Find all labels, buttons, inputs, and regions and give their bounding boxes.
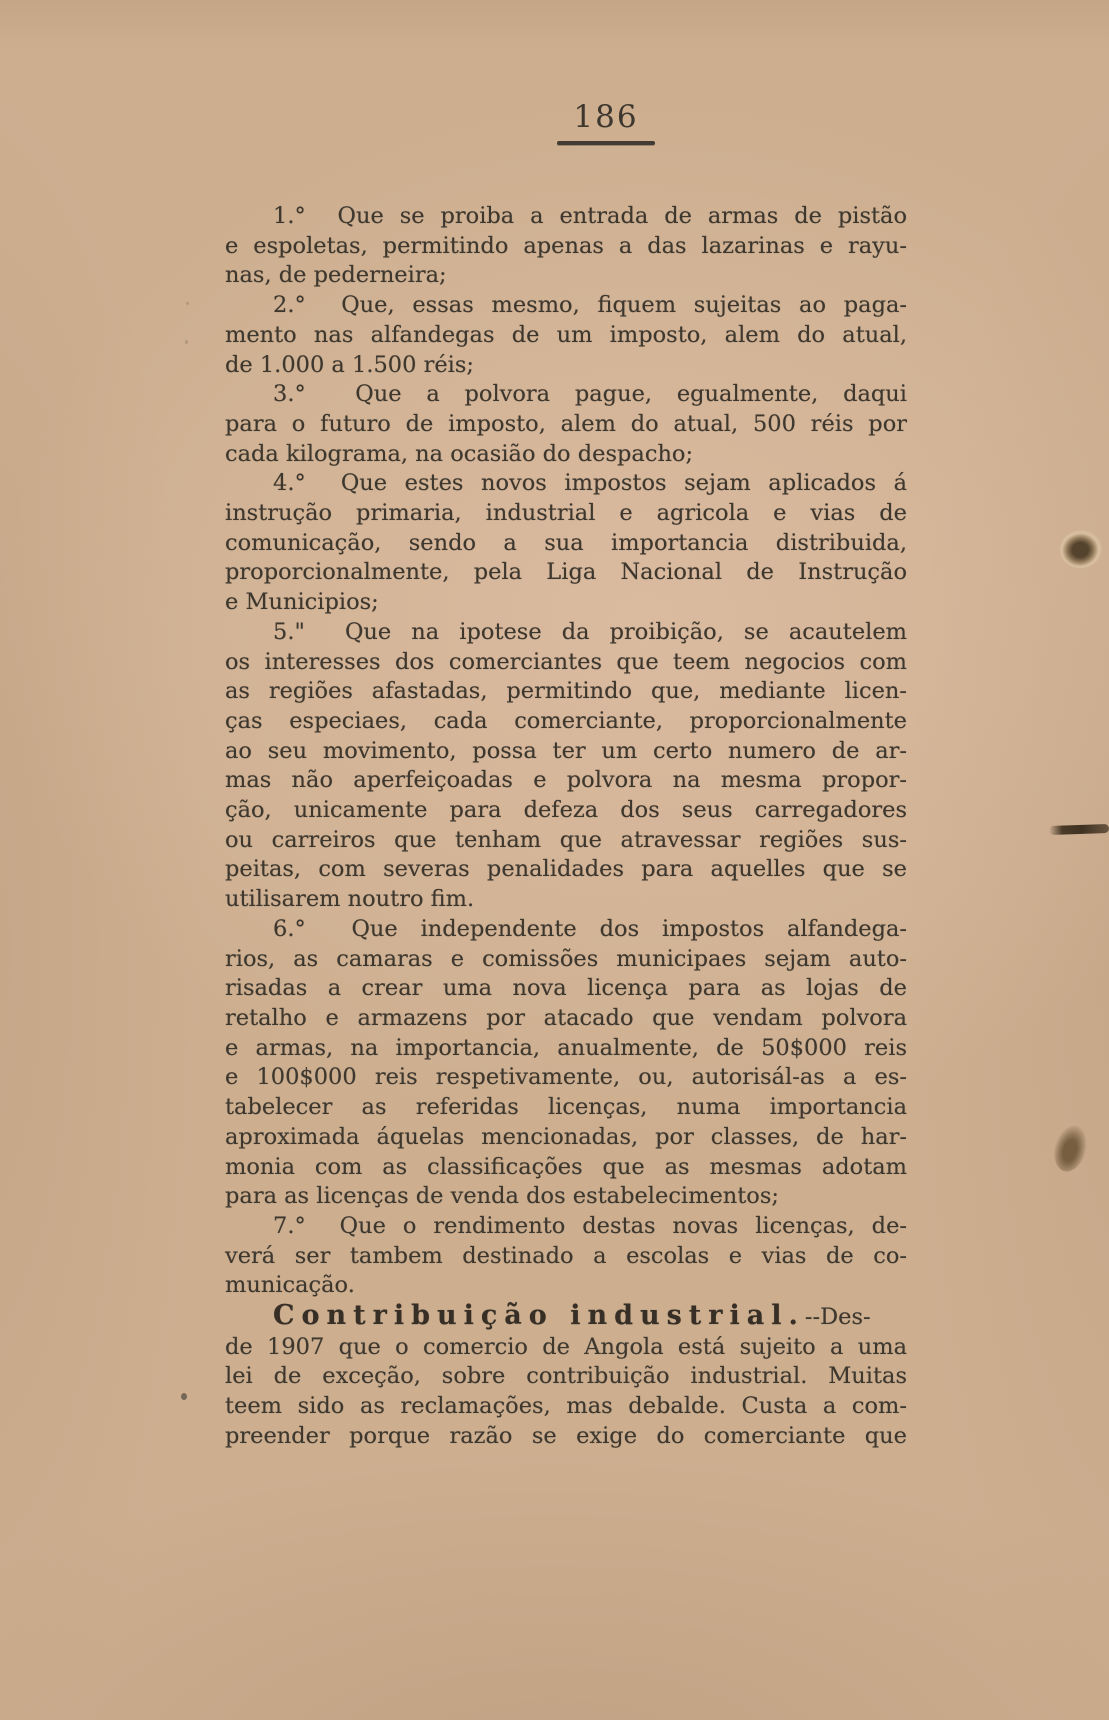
text-line: 7.° Que o rendimento destas novas licenças, de-	[273, 1212, 907, 1239]
text-line: instrução primaria, industrial e agricola e vias de	[225, 500, 907, 527]
text-line: 1.° Que se proiba a entrada de armas de pistão	[273, 203, 907, 229]
page-number: 186	[573, 99, 639, 135]
text-line: municação.	[225, 1272, 355, 1299]
text-line: 5." Que na ipotese da proibição, se acautelem	[273, 618, 907, 645]
text-line: lei de exceção, sobre contribuição industrial. Muitas	[225, 1363, 907, 1390]
text-line: ças especiaes, cada comerciante, proporcionalmente	[225, 707, 907, 734]
paragraph	[225, 469, 907, 618]
text-line: tabelecer as referidas licenças, numa importancia	[225, 1094, 907, 1121]
text-line: preender porque razão se exige do comerciante que	[225, 1422, 907, 1449]
paragraph	[225, 1212, 907, 1301]
text-line: de 1.000 a 1.500 réis;	[225, 351, 474, 378]
paragraph	[225, 915, 907, 1212]
text-line: utilisarem noutro fim.	[225, 886, 475, 913]
text-line: mas não aperfeiçoadas e polvora na mesma propor-	[225, 767, 907, 794]
text-line: 6.° Que independente dos impostos alfandega-	[273, 915, 907, 942]
paragraph	[225, 1301, 907, 1452]
text-line: proporcionalmente, pela Liga Nacional de Instrução	[225, 559, 907, 586]
text-line: para o futuro de imposto, alem do atual, 500 réis por	[225, 410, 907, 437]
text-line: teem sido as reclamações, mas debalde. Custa a com-	[225, 1393, 907, 1420]
body-text	[225, 202, 907, 1452]
text-line: e Municipios;	[225, 589, 379, 616]
paper-scratch-mark	[1049, 824, 1109, 835]
text-line: 2.° Que, essas mesmo, fiquem sujeitas ao paga-	[273, 292, 907, 319]
text-line: ou carreiros que tenham que atravessar regiões sus-	[225, 826, 907, 853]
margin-ink-dot	[181, 1393, 187, 1400]
text-line	[225, 1301, 907, 1333]
text-line: verá ser tambem destinado a escolas e vias de co-	[225, 1242, 907, 1269]
paper-hole-stain	[1058, 527, 1105, 570]
text-line: os interesses dos comerciantes que teem negocios com	[225, 648, 907, 675]
text-line: ção, unicamente para defeza dos seus carregadores	[225, 797, 907, 824]
text-line: e armas, na importancia, anualmente, de 50$000 reis	[225, 1034, 907, 1061]
text-line: as regiões afastadas, permitindo que, mediante licen-	[225, 678, 907, 705]
paper-stain	[1049, 1122, 1092, 1176]
text-line: mento nas alfandegas de um imposto, alem do atual,	[225, 321, 907, 348]
text-line: nas, de pederneira;	[225, 262, 447, 289]
paragraph	[225, 380, 907, 469]
text-line: de 1907 que o comercio de Angola está sujeito a uma	[225, 1333, 907, 1360]
section-heading: Contribuição industrial.	[273, 1300, 805, 1332]
text-line: retalho e armazens por atacado que vendam polvora	[225, 1004, 907, 1031]
paragraph	[225, 618, 907, 915]
text-line: cada kilograma, na ocasião do despacho;	[225, 440, 694, 467]
text-line: aproximada áquelas mencionadas, por classes, de har-	[225, 1123, 907, 1150]
paper-speck	[185, 340, 188, 344]
text-line: comunicação, sendo a sua importancia distribuida,	[225, 529, 907, 556]
text-line: para as licenças de venda dos estabelecimentos;	[225, 1183, 779, 1210]
page-number-rule	[557, 141, 655, 145]
text-line: ao seu movimento, possa ter um certo numero de ar-	[225, 737, 907, 764]
text-line: rios, as camaras e comissões municipaes sejam auto-	[225, 945, 907, 972]
paper-speck	[186, 302, 189, 305]
text-line: peitas, com severas penalidades para aquelles que se	[225, 856, 907, 883]
text-line: risadas a crear uma nova licença para as lojas de	[225, 975, 907, 1002]
section-heading-tail: --Des-	[804, 1304, 871, 1331]
paragraph	[225, 291, 907, 380]
paragraph	[225, 202, 907, 291]
text-line: e 100$000 reis respetivamente, ou, autorisál-as a es-	[225, 1064, 907, 1091]
text-line: monia com as classificações que as mesmas adotam	[225, 1153, 907, 1180]
text-line: 4.° Que estes novos impostos sejam aplicados á	[273, 470, 907, 497]
text-line: e espoletas, permitindo apenas a das lazarinas e rayu-	[225, 232, 907, 259]
text-line: 3.° Que a polvora pague, egualmente, daqui	[273, 381, 907, 408]
